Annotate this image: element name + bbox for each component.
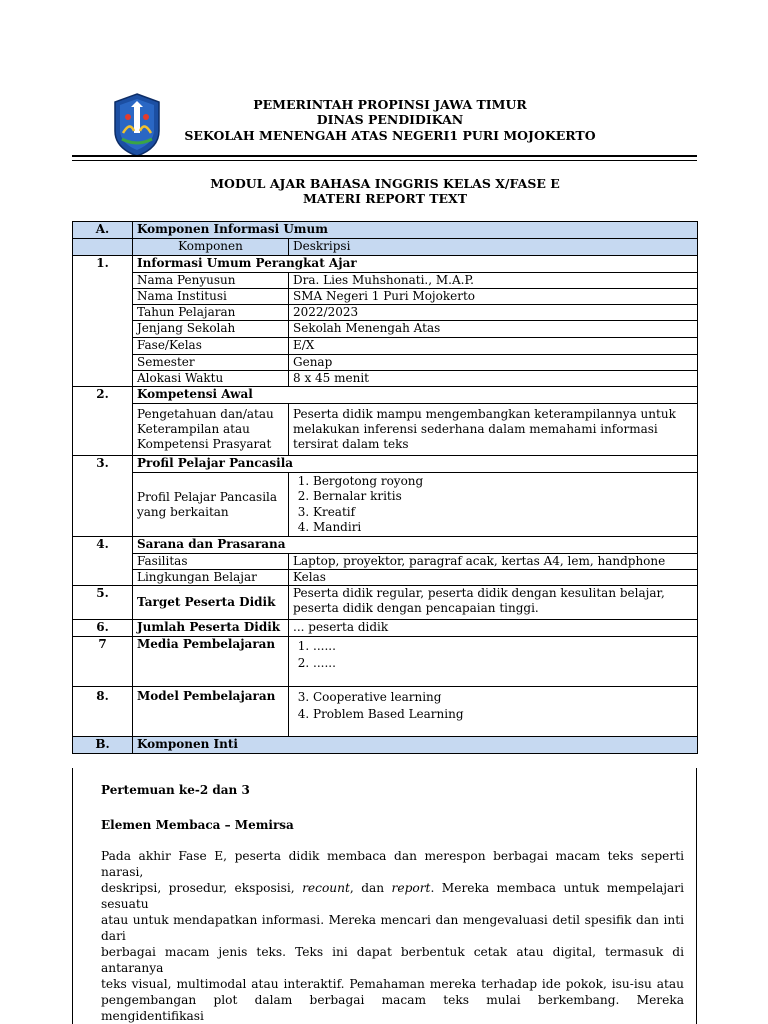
header-school: SEKOLAH MENENGAH ATAS NEGERI1 PURI MOJOKERTO — [184, 128, 596, 143]
fasilitas-value: Laptop, proyektor, paragraf acak, kertas A4, lem, handphone — [289, 554, 698, 570]
section-b-label: Komponen Inti — [133, 737, 698, 754]
section-3-label: Profil Pelajar Pancasila — [133, 456, 698, 473]
section-3-number: 3. — [73, 456, 133, 537]
info-key: Nama Penyusun — [133, 273, 289, 289]
info-key: Fase/Kelas — [133, 338, 289, 355]
paragraph-line: berbagai macam jenis teks. Teks ini dapat berbentuk cetak atau digital, termasuk di antaranya — [101, 945, 684, 975]
elemen-heading: Elemen Membaca – Memirsa — [101, 818, 294, 832]
section-a-label: Komponen Informasi Umum — [133, 222, 698, 239]
info-value: Genap — [289, 355, 698, 371]
model-list — [289, 687, 698, 737]
paragraph-line: atau untuk mendapatkan informasi. Mereka mencari dan mengevaluasi detil spesifik dan inti dari — [101, 913, 684, 943]
info-value: SMA Negeri 1 Puri Mojokerto — [289, 289, 698, 305]
header-rule-thin — [72, 160, 697, 161]
header-blank — [73, 239, 133, 256]
profil-key: Profil Pelajar Pancasila yang berkaitan — [133, 473, 289, 537]
info-key: Alokasi Waktu — [133, 371, 289, 387]
info-key: Jenjang Sekolah — [133, 321, 289, 338]
pertemuan-heading: Pertemuan ke-2 dan 3 — [101, 783, 250, 797]
paragraph-line: pengembangan plot dalam berbagai macam teks mulai berkembang. Mereka mengidentifikasi — [101, 993, 684, 1023]
info-key: Tahun Pelajaran — [133, 305, 289, 321]
profil-item: 4. Mandiri — [313, 520, 693, 536]
header-rule-thick — [72, 155, 697, 157]
document-subtitle: MATERI REPORT TEXT — [302, 191, 468, 206]
kompetensi-key: Pengetahuan dan/atau Keterampilan atau Kompetensi Prasyarat — [133, 404, 289, 456]
section-6-label: Jumlah Peserta Didik — [133, 620, 289, 637]
info-key: Nama Institusi — [133, 289, 289, 305]
elemen-paragraph — [101, 848, 684, 1024]
section-6-number: 6. — [73, 620, 133, 637]
info-value: 2022/2023 — [289, 305, 698, 321]
info-value: 8 x 45 menit — [289, 371, 698, 387]
section-2-number: 2. — [73, 387, 133, 456]
profil-item: 1. Bergotong royong — [313, 474, 693, 490]
jumlah-value: ... peserta didik — [289, 620, 698, 637]
profil-item: 2. Bernalar kritis — [313, 489, 693, 505]
column-deskripsi: Deskripsi — [289, 239, 698, 256]
section-7-number: 7 — [73, 637, 133, 687]
section-7-label: Media Pembelajaran — [133, 637, 289, 687]
profil-list — [289, 473, 698, 537]
section-b-number: B. — [73, 737, 133, 754]
section-1-label: Informasi Umum Perangkat Ajar — [133, 256, 698, 273]
paragraph-line: Pada akhir Fase E, peserta didik membaca dan merespon berbagai macam teks seperti narasi, — [101, 849, 684, 879]
section-4-number: 4. — [73, 537, 133, 586]
info-value: E/X — [289, 338, 698, 355]
header-government: PEMERINTAH PROPINSI JAWA TIMUR — [253, 97, 527, 112]
section-a-number: A. — [73, 222, 133, 239]
paragraph-line: teks visual, multimodal atau interaktif. Pemahaman mereka terhadap ide pokok, isu-isu atau — [101, 977, 684, 991]
paragraph-line — [101, 880, 684, 912]
section-1-number: 1. — [73, 256, 133, 387]
paragraph-text: deskripsi, prosedur, eksposisi, recount, dan report. Mereka membaca untuk mempelajari sesuatu — [101, 881, 684, 911]
profil-item: 3. Kreatif — [313, 505, 693, 521]
section-5-number: 5. — [73, 586, 133, 620]
target-value: Peserta didik regular, peserta didik dengan kesulitan belajar, peserta didik dengan pencapaian tinggi. — [289, 586, 698, 620]
header-department: DINAS PENDIDIKAN — [316, 112, 464, 127]
media-list — [289, 637, 698, 687]
lingkungan-value: Kelas — [289, 570, 698, 586]
section-4-label: Sarana dan Prasarana — [133, 537, 698, 554]
section-2-label: Kompetensi Awal — [133, 387, 698, 404]
lingkungan-key: Lingkungan Belajar — [133, 570, 289, 586]
komponen-inti-body — [72, 768, 697, 1024]
info-value: Sekolah Menengah Atas — [289, 321, 698, 338]
kompetensi-value: Peserta didik mampu mengembangkan keterampilannya untuk melakukan inferensi sederhana dalam memahami informasi tersirat dalam teks — [289, 404, 698, 456]
column-komponen: Komponen — [133, 239, 289, 256]
section-5-label: Target Peserta Didik — [133, 586, 289, 620]
info-value: Dra. Lies Muhshonati., M.A.P. — [289, 273, 698, 289]
model-item: 3. Cooperative learning — [313, 689, 693, 706]
document-title: MODUL AJAR BAHASA INGGRIS KELAS X/FASE E — [210, 176, 560, 191]
media-item: 2. ...... — [313, 655, 693, 672]
model-item: 4. Problem Based Learning — [313, 706, 693, 723]
info-key: Semester — [133, 355, 289, 371]
section-8-label: Model Pembelajaran — [133, 687, 289, 737]
module-info-table — [72, 221, 698, 754]
media-item: 1. ...... — [313, 638, 693, 655]
province-emblem-logo — [113, 93, 161, 157]
section-8-number: 8. — [73, 687, 133, 737]
fasilitas-key: Fasilitas — [133, 554, 289, 570]
